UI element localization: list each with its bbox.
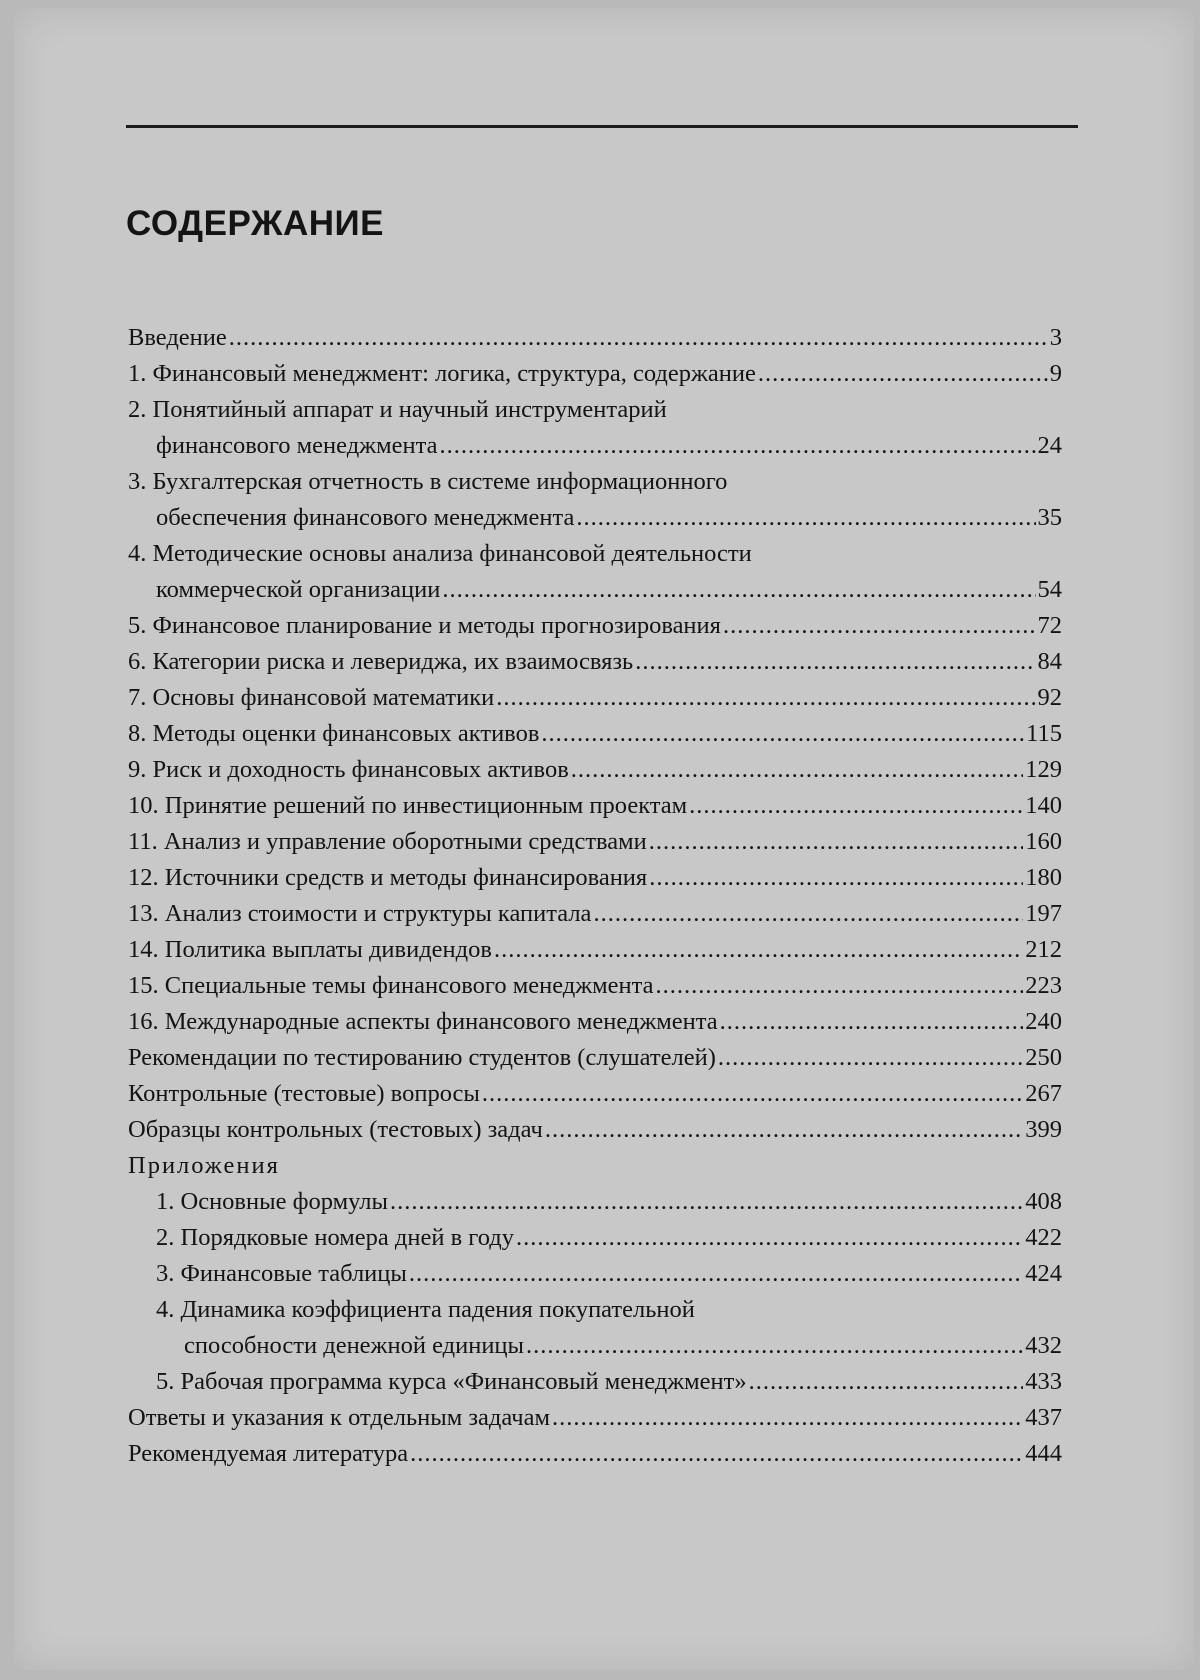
toc-entry-title: 8. Методы оценки финансовых активов xyxy=(128,720,540,747)
dot-leader xyxy=(439,428,1035,464)
toc-entry[interactable] xyxy=(128,824,1062,860)
book-page xyxy=(14,8,1194,1670)
toc-entry-title-line: 4. Методические основы анализа финансовой деятельности xyxy=(128,540,752,567)
toc-page-number: 197 xyxy=(1025,900,1062,927)
toc-page-number: 160 xyxy=(1025,828,1062,855)
toc-entry-title: Ответы и указания к отдельным задачам xyxy=(128,1404,550,1431)
toc-page-number: 240 xyxy=(1025,1008,1062,1035)
toc-page-number: 223 xyxy=(1025,972,1062,999)
toc-page-number: 399 xyxy=(1025,1116,1062,1143)
dot-leader xyxy=(516,1220,1023,1256)
toc-page-number: 424 xyxy=(1025,1260,1062,1287)
toc-entry-title: финансового менеджмента xyxy=(156,432,438,459)
page-title: СОДЕРЖАНИЕ xyxy=(126,204,385,243)
dot-leader xyxy=(723,608,1036,644)
dot-leader xyxy=(720,1004,1024,1040)
dot-leader xyxy=(656,968,1024,1004)
toc-entry[interactable] xyxy=(128,1328,1062,1364)
table-of-contents xyxy=(128,320,1062,1472)
dot-leader xyxy=(410,1436,1023,1472)
dot-leader xyxy=(482,1076,1023,1112)
toc-entry-title: 10. Принятие решений по инвестиционным проектам xyxy=(128,792,688,819)
toc-entry-title: 5. Финансовое планирование и методы прогнозирования xyxy=(128,612,721,639)
dot-leader xyxy=(758,356,1048,392)
toc-entry-title: способности денежной единицы xyxy=(184,1332,524,1359)
toc-page-number: 54 xyxy=(1037,576,1062,603)
toc-entry-title: Рекомендуемая литература xyxy=(128,1440,409,1467)
toc-entry[interactable] xyxy=(128,1040,1062,1076)
toc-entry[interactable] xyxy=(128,500,1062,536)
dot-leader xyxy=(649,860,1023,896)
toc-entry-title: 6. Категории риска и левериджа, их взаимосвязь xyxy=(128,648,634,675)
toc-entry-title: 13. Анализ стоимости и структуры капитала xyxy=(128,900,592,927)
toc-page-number: 180 xyxy=(1025,864,1062,891)
toc-entry[interactable] xyxy=(128,968,1062,1004)
toc-page-number: 92 xyxy=(1037,684,1062,711)
toc-entry-title: 1. Финансовый менеджмент: логика, структура, содержание xyxy=(128,360,756,387)
toc-page-number: 408 xyxy=(1025,1188,1062,1215)
toc-page-number: 84 xyxy=(1037,648,1062,675)
dot-leader xyxy=(390,1184,1023,1220)
toc-entry[interactable] xyxy=(128,572,1062,608)
toc-entry[interactable] xyxy=(128,1112,1062,1148)
toc-entry[interactable] xyxy=(128,356,1062,392)
toc-entry-title: 11. Анализ и управление оборотными средствами xyxy=(128,828,647,855)
toc-entry[interactable] xyxy=(128,1004,1062,1040)
dot-leader xyxy=(649,824,1023,860)
toc-entry-title: 15. Специальные темы финансового менеджмента xyxy=(128,972,654,999)
toc-page-number: 115 xyxy=(1026,720,1062,747)
toc-page-number: 250 xyxy=(1025,1044,1062,1071)
dot-leader xyxy=(229,320,1048,356)
toc-page-number: 432 xyxy=(1025,1332,1062,1359)
toc-entry-title: 7. Основы финансовой математики xyxy=(128,684,495,711)
toc-page-number: 72 xyxy=(1037,612,1062,639)
toc-entry[interactable] xyxy=(128,860,1062,896)
toc-entry[interactable] xyxy=(128,680,1062,716)
toc-entry-title: 12. Источники средств и методы финансирования xyxy=(128,864,648,891)
dot-leader xyxy=(571,752,1023,788)
dot-leader xyxy=(442,572,1035,608)
toc-section-header: Приложения xyxy=(128,1152,280,1179)
toc-entry-title-line: 2. Понятийный аппарат и научный инструментарий xyxy=(128,396,667,423)
toc-entry[interactable] xyxy=(128,788,1062,824)
toc-page-number: 437 xyxy=(1025,1404,1062,1431)
dot-leader xyxy=(541,716,1024,752)
toc-page-number: 267 xyxy=(1025,1080,1062,1107)
dot-leader xyxy=(494,932,1023,968)
toc-page-number: 129 xyxy=(1025,756,1062,783)
toc-entry[interactable] xyxy=(128,644,1062,680)
toc-entry-title: Образцы контрольных (тестовых) задач xyxy=(128,1116,543,1143)
dot-leader xyxy=(545,1112,1023,1148)
toc-entry[interactable] xyxy=(128,1436,1062,1472)
header-rule xyxy=(126,125,1078,128)
toc-entry-title: Контрольные (тестовые) вопросы xyxy=(128,1080,480,1107)
dot-leader xyxy=(576,500,1035,536)
dot-leader xyxy=(718,1040,1023,1076)
toc-entry-title: 16. Международные аспекты финансового менеджмента xyxy=(128,1008,718,1035)
toc-page-number: 212 xyxy=(1025,936,1062,963)
toc-entry-title: 5. Рабочая программа курса «Финансовый менеджмент» xyxy=(156,1368,747,1395)
dot-leader xyxy=(749,1364,1024,1400)
toc-page-number: 3 xyxy=(1049,324,1062,351)
dot-leader xyxy=(552,1400,1023,1436)
toc-entry[interactable] xyxy=(128,1256,1062,1292)
toc-entry[interactable] xyxy=(128,932,1062,968)
toc-entry-title-line: 3. Бухгалтерская отчетность в системе информационного xyxy=(128,468,728,495)
toc-page-number: 422 xyxy=(1025,1224,1062,1251)
toc-entry[interactable] xyxy=(128,428,1062,464)
toc-entry[interactable] xyxy=(128,320,1062,356)
toc-entry-title: коммерческой организации xyxy=(156,576,441,603)
toc-page-number: 9 xyxy=(1049,360,1062,387)
toc-entry-title: обеспечения финансового менеджмента xyxy=(156,504,575,531)
toc-entry[interactable] xyxy=(128,752,1062,788)
toc-entry[interactable] xyxy=(128,1184,1062,1220)
dot-leader xyxy=(593,896,1023,932)
dot-leader xyxy=(635,644,1035,680)
toc-page-number: 444 xyxy=(1025,1440,1062,1467)
dot-leader xyxy=(496,680,1035,716)
toc-entry-title: Рекомендации по тестированию студентов (слушателей) xyxy=(128,1044,716,1071)
toc-entry[interactable] xyxy=(128,1364,1062,1400)
toc-entry-title: 3. Финансовые таблицы xyxy=(156,1260,407,1287)
dot-leader xyxy=(689,788,1023,824)
toc-page-number: 433 xyxy=(1025,1368,1062,1395)
toc-entry[interactable] xyxy=(128,716,1062,752)
dot-leader xyxy=(409,1256,1023,1292)
toc-page-number: 140 xyxy=(1025,792,1062,819)
toc-entry[interactable] xyxy=(128,1400,1062,1436)
toc-page-number: 35 xyxy=(1037,504,1062,531)
toc-entry[interactable] xyxy=(128,1076,1062,1112)
toc-entry[interactable] xyxy=(128,608,1062,644)
toc-entry-title: 1. Основные формулы xyxy=(156,1188,388,1215)
toc-entry[interactable] xyxy=(128,1220,1062,1256)
toc-page-number: 24 xyxy=(1037,432,1062,459)
toc-entry-title-line: 4. Динамика коэффициента падения покупательной xyxy=(156,1296,695,1323)
toc-entry-title: 9. Риск и доходность финансовых активов xyxy=(128,756,569,783)
toc-entry[interactable] xyxy=(128,896,1062,932)
toc-entry-title: 14. Политика выплаты дивидендов xyxy=(128,936,492,963)
toc-entry-title: 2. Порядковые номера дней в году xyxy=(156,1224,514,1251)
toc-entry-title: Введение xyxy=(128,324,227,351)
dot-leader xyxy=(526,1328,1023,1364)
